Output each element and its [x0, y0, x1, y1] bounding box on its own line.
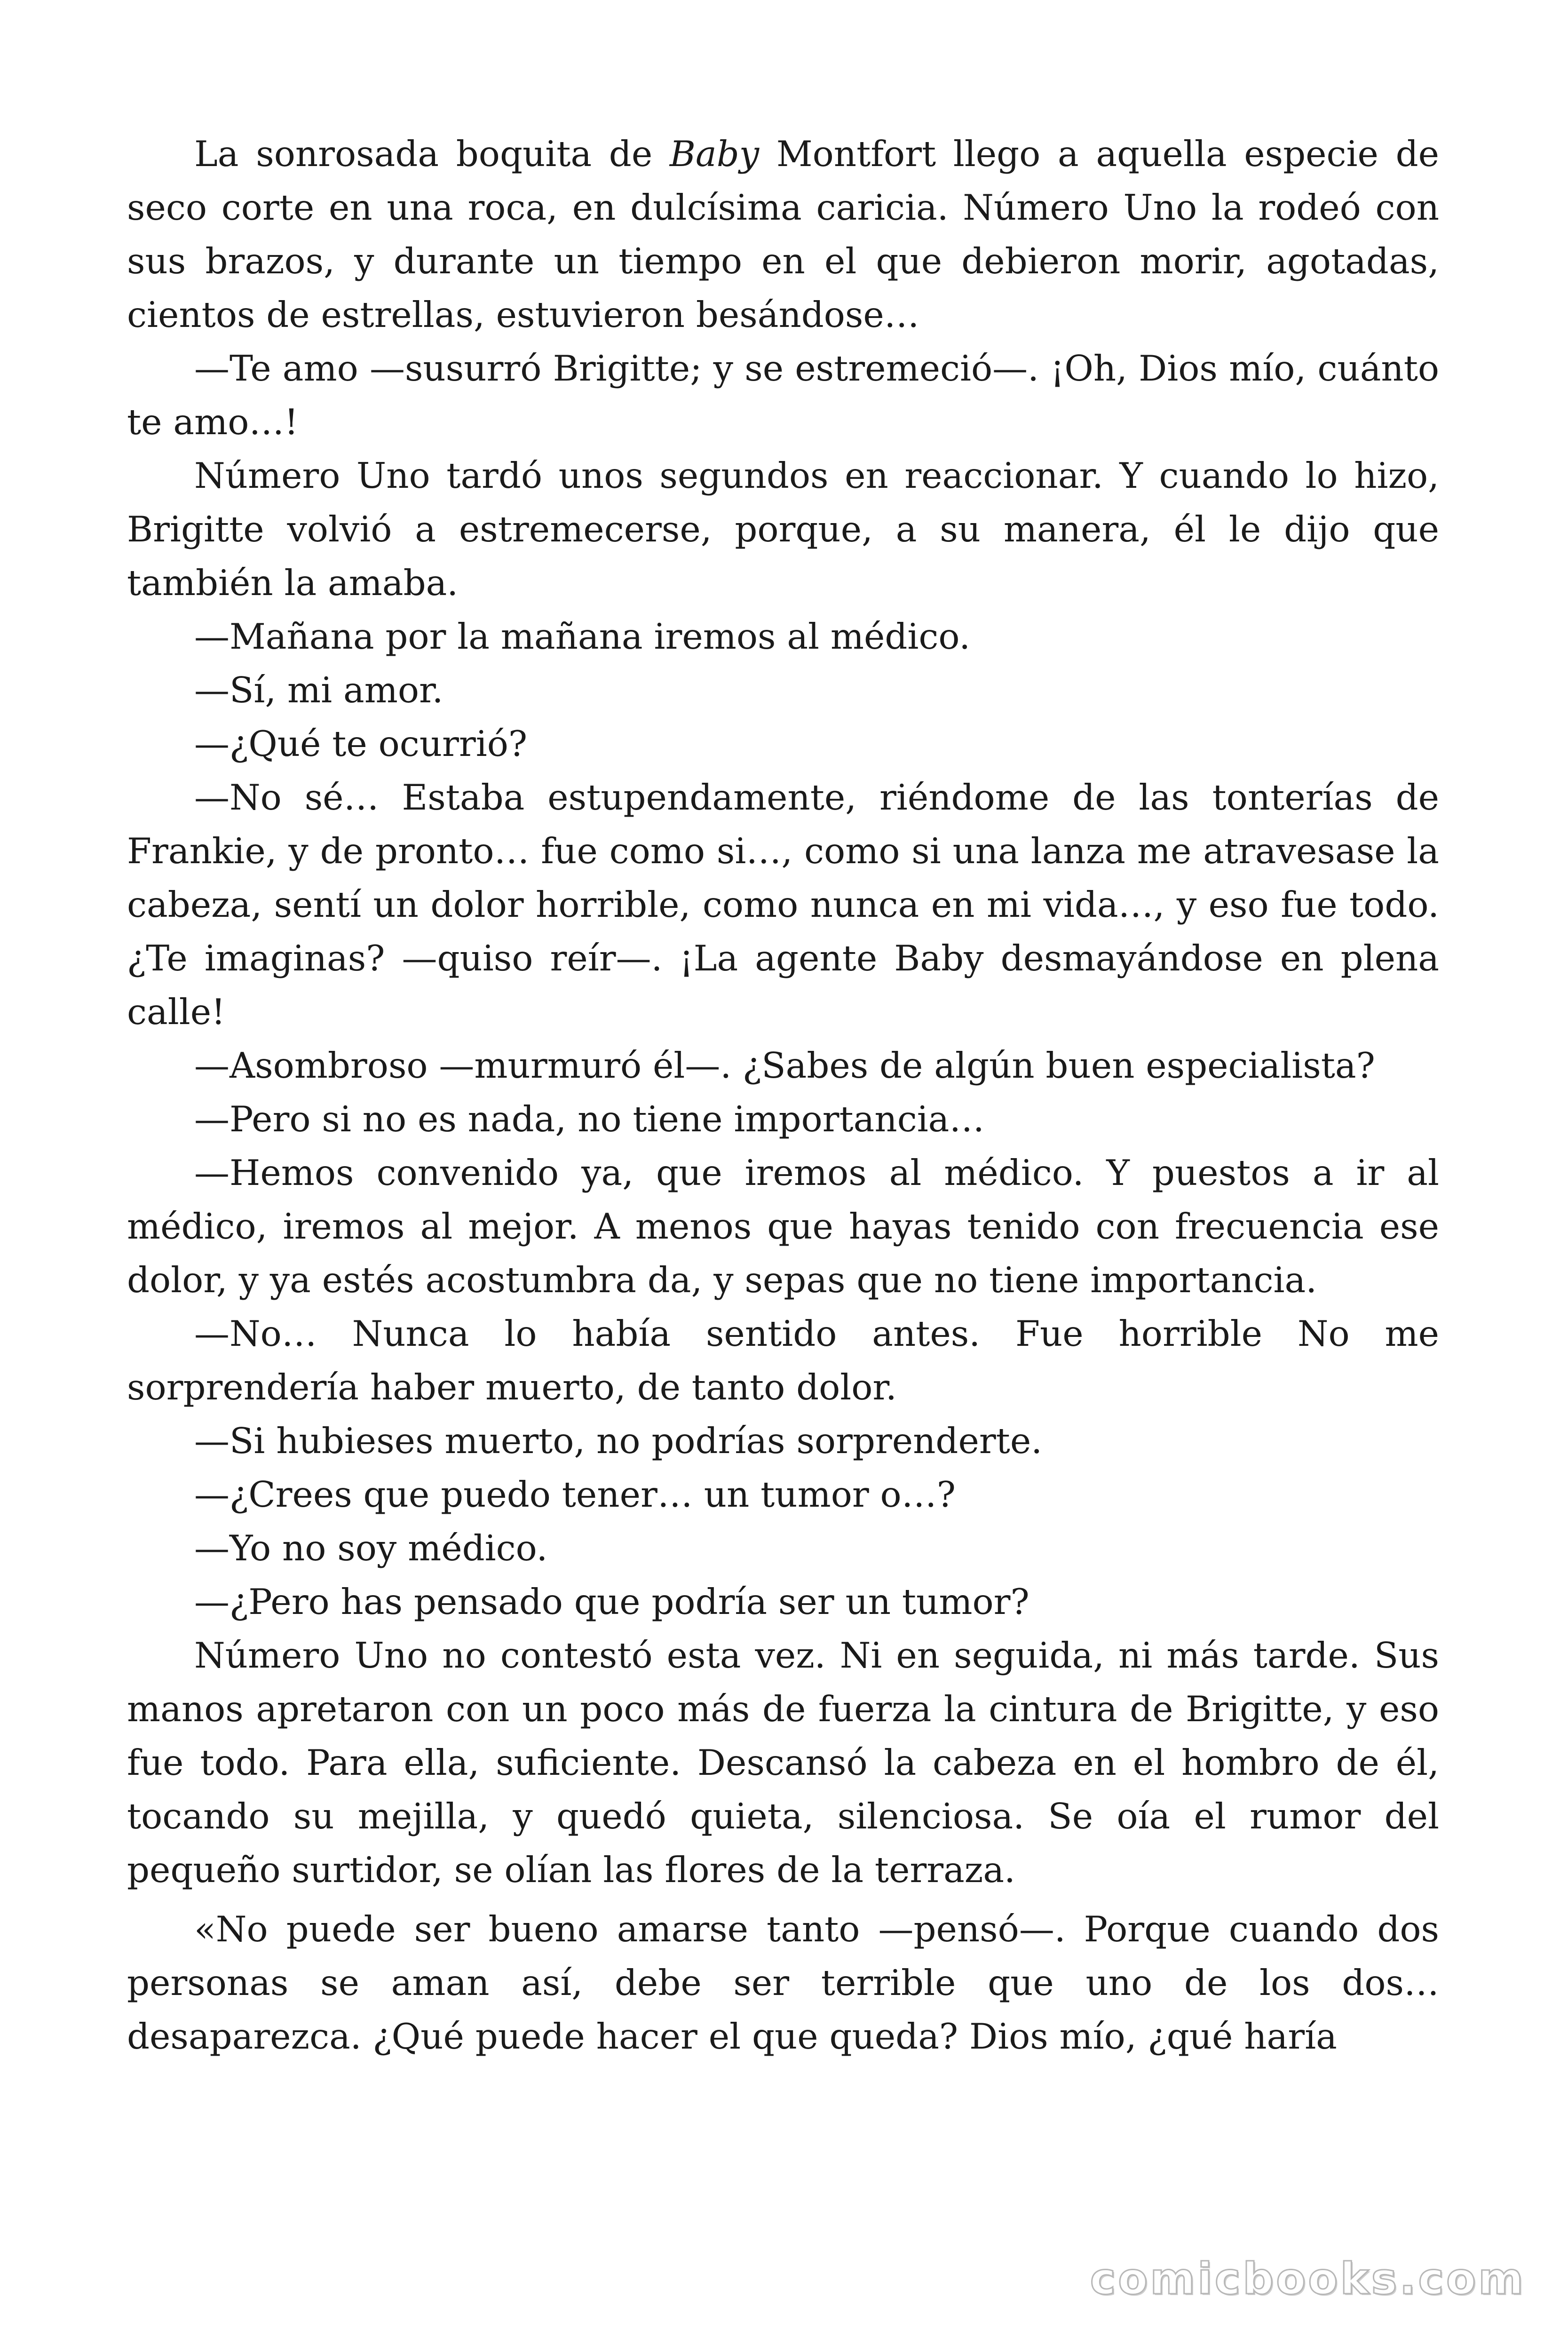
- paragraph: —No… Nunca lo había sentido antes. Fue horrible No me sorprendería haber muerto, de tanto dolor.: [127, 1313, 1439, 1408]
- paragraph: —Mañana por la mañana iremos al médico.: [194, 616, 971, 657]
- paragraph: «No puede ser bueno amarse tanto —pensó—. Porque cuando dos personas se aman así, debe ser terrible que uno de los dos… desaparezca. ¿Qué puede hacer el que queda? Dios mío, ¿qué haría: [127, 1908, 1439, 2057]
- paragraph: —Pero si no es nada, no tiene importancia…: [194, 1098, 985, 1140]
- paragraph: —Sí, mi amor.: [194, 669, 443, 711]
- paragraph: Número Uno tardó unos segundos en reaccionar. Y cuando lo hizo, Brigitte volvió a estremecerse, porque, a su manera, él le dijo que también la amaba.: [127, 455, 1439, 604]
- page-text: [127, 127, 1439, 2063]
- paragraph-text: La sonrosada boquita de: [194, 133, 670, 175]
- paragraph: —Te amo —susurró Brigitte; y se estremeció—. ¡Oh, Dios mío, cuánto te amo…!: [127, 348, 1439, 443]
- paragraph: —Yo no soy médico.: [194, 1527, 548, 1569]
- paragraph: —Si hubieses muerto, no podrías sorprenderte.: [194, 1420, 1043, 1462]
- paragraph: —¿Qué te ocurrió?: [194, 723, 528, 764]
- paragraph: —No sé… Estaba estupendamente, riéndome de las tonterías de Frankie, y de pronto… fue como si…, como si una lanza me atravesase la cabeza, sentí un dolor horrible, como nunca en mi vida…, y eso fue todo. ¿Te imaginas? —quiso reír—. ¡La agente Baby desmayándose en plena calle!: [127, 777, 1439, 1033]
- paragraph: —Asombroso —murmuró él—. ¿Sabes de algún buen especialista?: [194, 1045, 1375, 1086]
- paragraph: —¿Pero has pensado que podría ser un tumor?: [194, 1581, 1029, 1622]
- italic-name: Baby: [669, 133, 760, 175]
- paragraph: [127, 127, 1439, 342]
- paragraph: Número Uno no contestó esta vez. Ni en seguida, ni más tarde. Sus manos apretaron con un poco más de fuerza la cintura de Brigitte, y eso fue todo. Para ella, suficiente. Descansó la cabeza en el hombro de él, tocando su mejilla, y quedó quieta, silenciosa. Se oía el rumor del pequeño surtidor, se olían las flores de la terraza.: [127, 1635, 1439, 1891]
- paragraph-text: Montfort llego a aquella especie de seco corte en una roca, en dulcísima caricia. Número Uno la rodeó con sus brazos, y durante un tiempo en el que debieron morir, agotadas, cientos de estrellas, estuvieron besándose…: [127, 133, 1439, 335]
- paragraph: —Hemos convenido ya, que iremos al médico. Y puestos a ir al médico, iremos al mejor. A menos que hayas tenido con frecuencia ese dolor, y ya estés acostumbra da, y sepas que no tiene importancia.: [127, 1152, 1439, 1301]
- paragraph: —¿Crees que puedo tener… un tumor o…?: [194, 1474, 956, 1515]
- watermark-logo: comicbooks.com: [1090, 2254, 1526, 2304]
